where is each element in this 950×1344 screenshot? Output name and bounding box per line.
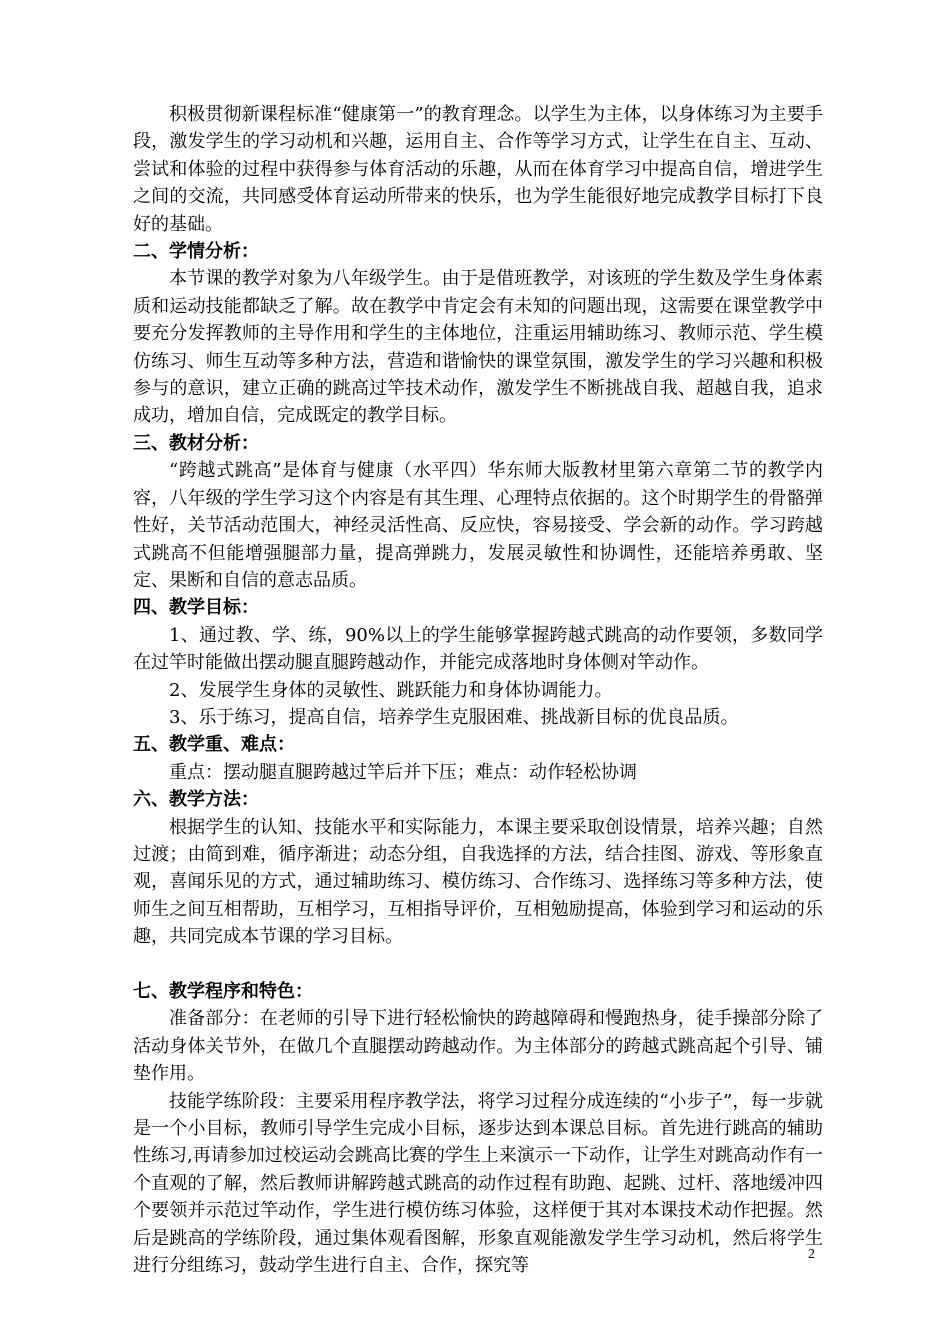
section-5-paragraph: 重点：摆动腿直腿跨越过竿后并下压；难点：动作轻松协调 [169,761,637,783]
section-heading-5: 五、教学重、难点： [133,734,295,756]
section-4-paragraph-1: 1、通过教、学、练，90%以上的学生能够掌握跨越式跳高的动作要领，多数同学在过竿时能做出摆动腿直腿跨越动作，并能完成落地时身体侧对竿动作。 [133,624,823,674]
body-text-lower [133,978,823,1279]
section-7-paragraph-2: 技能学练阶段：主要采用程序教学法，将学习过程分成连续的“小步子”，每一步就是一个小目标，教师引导学生完成小目标，逐步达到本课总目标。首先进行跳高的辅助性练习,再请参加过校运动会跳高比赛的学生上来演示一下动作，让学生对跳高动作有一个直观的了解，然后教师讲解跨越式跳高的动作过程有助跑、起跳、过杆、落地缓冲四个要领并示范过竿动作，学生进行模仿练习体验，这样便于其对本课技术动作把握。然后是跳高的学练阶段，通过集体观看图解，形象直观能激发学生学习动机，然后将学生进行分组练习，鼓动学生进行自主、合作，探究等 [133,1090,823,1277]
section-3-paragraph: “跨越式跳高”是体育与健康（水平四）华东师大版教材里第六章第二节的教学内容，八年级的学生学习这个内容是有其生理、心理特点依据的。这个时期学生的骨骼弹性好，关节活动范围大，神经灵活性高、反应快，容易接受、学会新的动作。学习跨越式跳高不但能增强腿部力量，提高弹跳力，发展灵敏性和协调性，还能培养勇敢、坚定、果断和自信的意志品质。 [133,460,823,591]
body-text-upper [133,101,823,951]
intro-paragraph: 积极贯彻新课程标准“健康第一”的教育理念。以学生为主体，以身体练习为主要手段，激发学生的学习动机和兴趣，运用自主、合作等学习方式，让学生在自主、互动、尝试和体验的过程中获得参与体育活动的乐趣，从而在体育学习中提高自信，增进学生之间的交流，共同感受体育运动所带来的快乐，也为学生能很好地完成教学目标打下良好的基础。 [133,104,823,235]
section-heading-4: 四、教学目标： [133,597,259,619]
section-2-paragraph: 本节课的教学对象为八年级学生。由于是借班教学，对该班的学生数及学生身体素质和运动技能都缺乏了解。故在教学中肯定会有未知的问题出现，这需要在课堂教学中要充分发挥教师的主导作用和学生的主体地位，注重运用辅助练习、教师示范、学生模仿练习、师生互动等多种方法，营造和谐愉快的课堂氛围，激发学生的学习兴趣和积极参与的意识，建立正确的跳高过竿技术动作，激发学生不断挑战自我、超越自我，追求成功，增加自信，完成既定的教学目标。 [133,268,823,427]
section-heading-6: 六、教学方法： [133,789,259,811]
section-7-paragraph-1: 准备部分：在老师的引导下进行轻松愉快的跨越障碍和慢跑热身，徒手操部分除了活动身体关节外，在做几个直腿摆动跨越动作。为主体部分的跨越式跳高起个引导、铺垫作用。 [133,1008,823,1085]
page-number: 2 [808,1247,815,1262]
section-heading-7: 七、教学程序和特色： [133,981,313,1002]
section-4-paragraph-3: 3、乐于练习，提高自信，培养学生克服困难、挑战新目标的优良品质。 [169,706,739,728]
section-heading-2: 二、学情分析： [133,241,259,263]
section-6-paragraph: 根据学生的认知、技能水平和实际能力，本课主要采取创设情景，培养兴趣；自然过渡；由简到难，循序渐进；动态分组，自我选择的方法，结合挂图、游戏、等形象直观，喜闻乐见的方式，通过辅助练习、模仿练习、合作练习、选择练习等多种方法，使师生之间互相帮助，互相学习，互相指导评价，互相勉励提高，体验到学习和运动的乐趣，共同完成本节课的学习目标。 [133,816,823,948]
section-4-paragraph-2: 2、发展学生身体的灵敏性、跳跃能力和身体协调能力。 [169,679,613,701]
section-heading-3: 三、教材分析： [133,432,259,454]
